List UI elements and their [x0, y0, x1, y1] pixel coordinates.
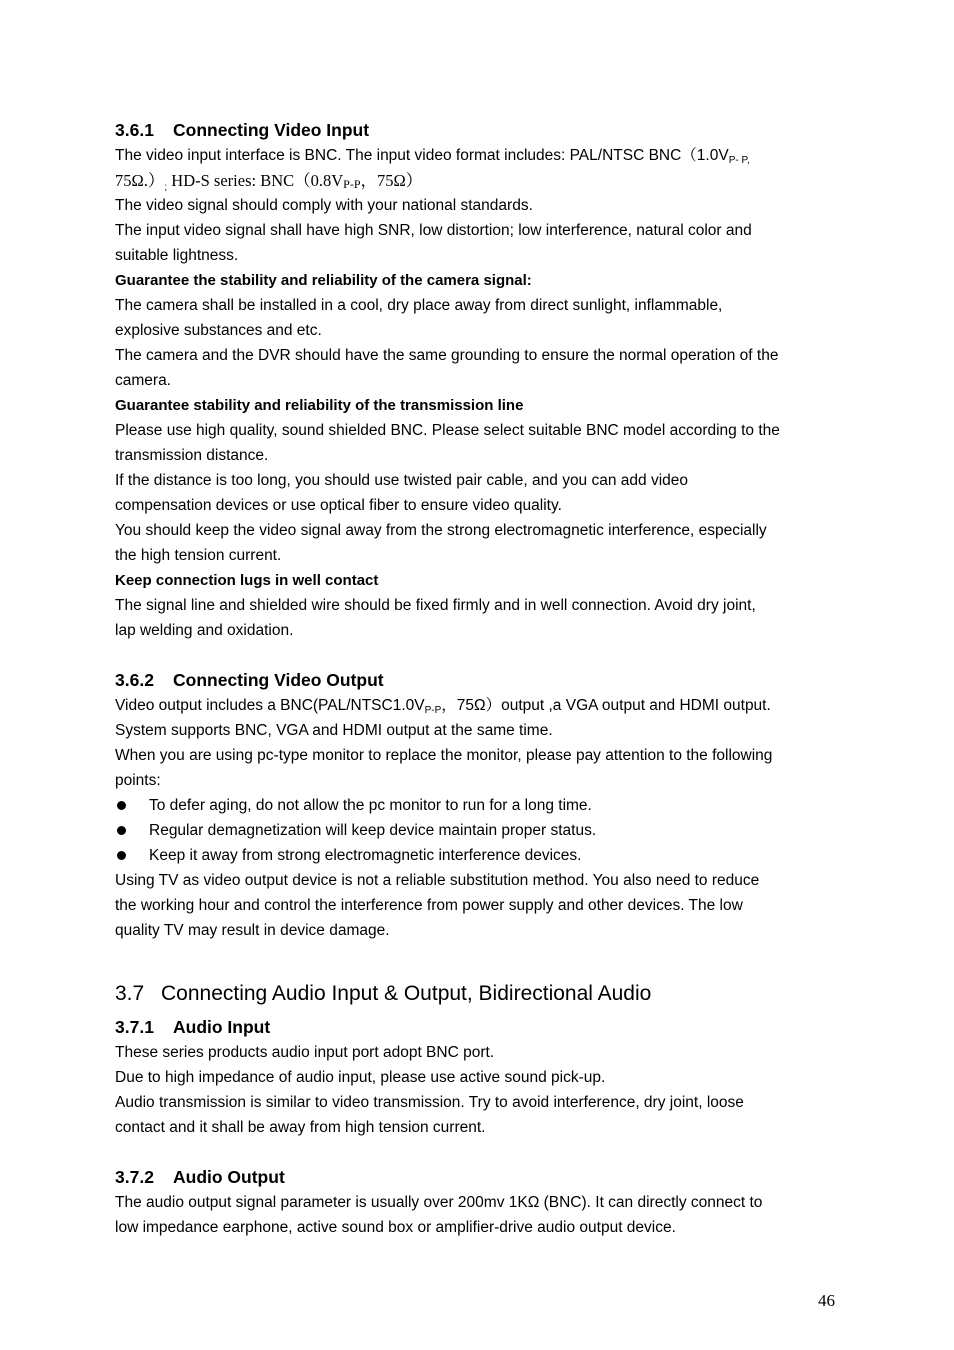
text-run: ，75Ω）: [360, 171, 423, 190]
heading-3-7-2: [115, 1165, 875, 1190]
heading-3-7-1: [115, 1015, 875, 1040]
paragraph-line: camera.: [115, 372, 171, 389]
text-run: ;: [164, 182, 168, 193]
paragraph-line: the working hour and control the interference from power supply and other devices. The low: [115, 897, 743, 914]
paragraph-line: You should keep the video signal away from the strong electromagnetic interference, especially: [115, 522, 767, 539]
bullet-text: Regular demagnetization will keep device maintain proper status.: [149, 822, 597, 839]
section-number: 3.7.2: [115, 1167, 154, 1187]
paragraph-line: When you are using pc-type monitor to replace the monitor, please pay attention to the following: [115, 747, 773, 764]
paragraph-line: The video signal should comply with your national standards.: [115, 197, 533, 214]
text-run: Video output includes a BNC(PAL/NTSC1.0V: [115, 697, 425, 714]
section-number: 3.6.1: [115, 120, 154, 140]
paragraph-line: quality TV may result in device damage.: [115, 922, 390, 939]
paragraph-line: These series products audio input port adopt BNC port.: [115, 1044, 495, 1061]
paragraph-line: Please use high quality, sound shielded BNC. Please select suitable BNC model according to the: [115, 422, 780, 439]
bold-subheading: Guarantee the stability and reliability of the camera signal:: [115, 272, 532, 289]
paragraph-line: lap welding and oxidation.: [115, 622, 294, 639]
section-title: Audio Input: [173, 1017, 271, 1037]
section-number: 3.6.2: [115, 670, 154, 690]
paragraph-line: suitable lightness.: [115, 247, 239, 264]
bullet-text: To defer aging, do not allow the pc monitor to run for a long time.: [149, 797, 592, 814]
document-page: [115, 118, 875, 1240]
text-run: The video input interface is BNC. The input video format includes: PAL/NTSC BNC（1.0V: [115, 147, 729, 164]
paragraph-line: The signal line and shielded wire should be fixed firmly and in well connection. Avoid dry joint,: [115, 597, 756, 614]
section-title: Connecting Video Output: [173, 670, 384, 690]
paragraph-line: If the distance is too long, you should use twisted pair cable, and you can add video: [115, 472, 689, 489]
section-title: Connecting Audio Input & Output, Bidirectional Audio: [161, 982, 652, 1005]
section-number: 3.7: [115, 982, 145, 1005]
section-title: Audio Output: [173, 1167, 285, 1187]
bold-subheading: Guarantee stability and reliability of the transmission line: [115, 397, 524, 414]
text-run: HD-S series: BNC（0.8V: [167, 171, 344, 190]
text-run: 75Ω.）: [115, 171, 165, 190]
bullet-dot-icon: [117, 826, 126, 835]
paragraph-line: The audio output signal parameter is usually over 200mv 1KΩ (BNC). It can directly connect to: [115, 1194, 763, 1211]
paragraph-line: low impedance earphone, active sound box or amplifier-drive audio output device.: [115, 1219, 676, 1236]
bullet-item: [115, 793, 875, 818]
paragraph-line: transmission distance.: [115, 447, 269, 464]
heading-3-6-1: [115, 118, 875, 143]
text-run: ，75Ω）output ,a VGA output and HDMI output.: [441, 697, 771, 714]
subscript: P-P: [424, 705, 442, 716]
paragraph-line: Using TV as video output device is not a reliable substitution method. You also need to reduce: [115, 872, 760, 889]
paragraph-line: Audio transmission is similar to video transmission. Try to avoid interference, dry joint, loose: [115, 1094, 744, 1111]
section-number: 3.7.1: [115, 1017, 154, 1037]
paragraph-line: the high tension current.: [115, 547, 282, 564]
heading-3-7: [115, 979, 875, 1009]
section-title: Connecting Video Input: [173, 120, 370, 140]
heading-3-6-2: [115, 668, 875, 693]
paragraph-line: contact and it shall be away from high tension current.: [115, 1119, 486, 1136]
paragraph-line: [115, 168, 875, 193]
paragraph-line: [115, 693, 875, 718]
paragraph-line: System supports BNC, VGA and HDMI output at the same time.: [115, 722, 553, 739]
paragraph-line: The camera shall be installed in a cool, dry place away from direct sunlight, inflammable,: [115, 297, 723, 314]
bullet-item: [115, 818, 875, 843]
bullet-dot-icon: [117, 801, 126, 810]
paragraph-line: explosive substances and etc.: [115, 322, 322, 339]
subscript: P- P: [728, 155, 747, 166]
paragraph-line: [115, 143, 875, 168]
bold-subheading: Keep connection lugs in well contact: [115, 572, 379, 589]
paragraph-line: The input video signal shall have high SNR, low distortion; low interference, natural color and: [115, 222, 752, 239]
paragraph-line: The camera and the DVR should have the same grounding to ensure the normal operation of the: [115, 347, 779, 364]
text-run: ,: [746, 155, 750, 166]
paragraph-line: compensation devices or use optical fiber to ensure video quality.: [115, 497, 562, 514]
paragraph-line: Due to high impedance of audio input, please use active sound pick-up.: [115, 1069, 606, 1086]
subscript: P-P: [343, 177, 361, 191]
bullet-item: [115, 843, 875, 868]
bullet-dot-icon: [117, 851, 126, 860]
bullet-text: Keep it away from strong electromagnetic interference devices.: [149, 847, 582, 864]
paragraph-line: points:: [115, 772, 161, 789]
page-number: 46: [818, 1291, 835, 1310]
